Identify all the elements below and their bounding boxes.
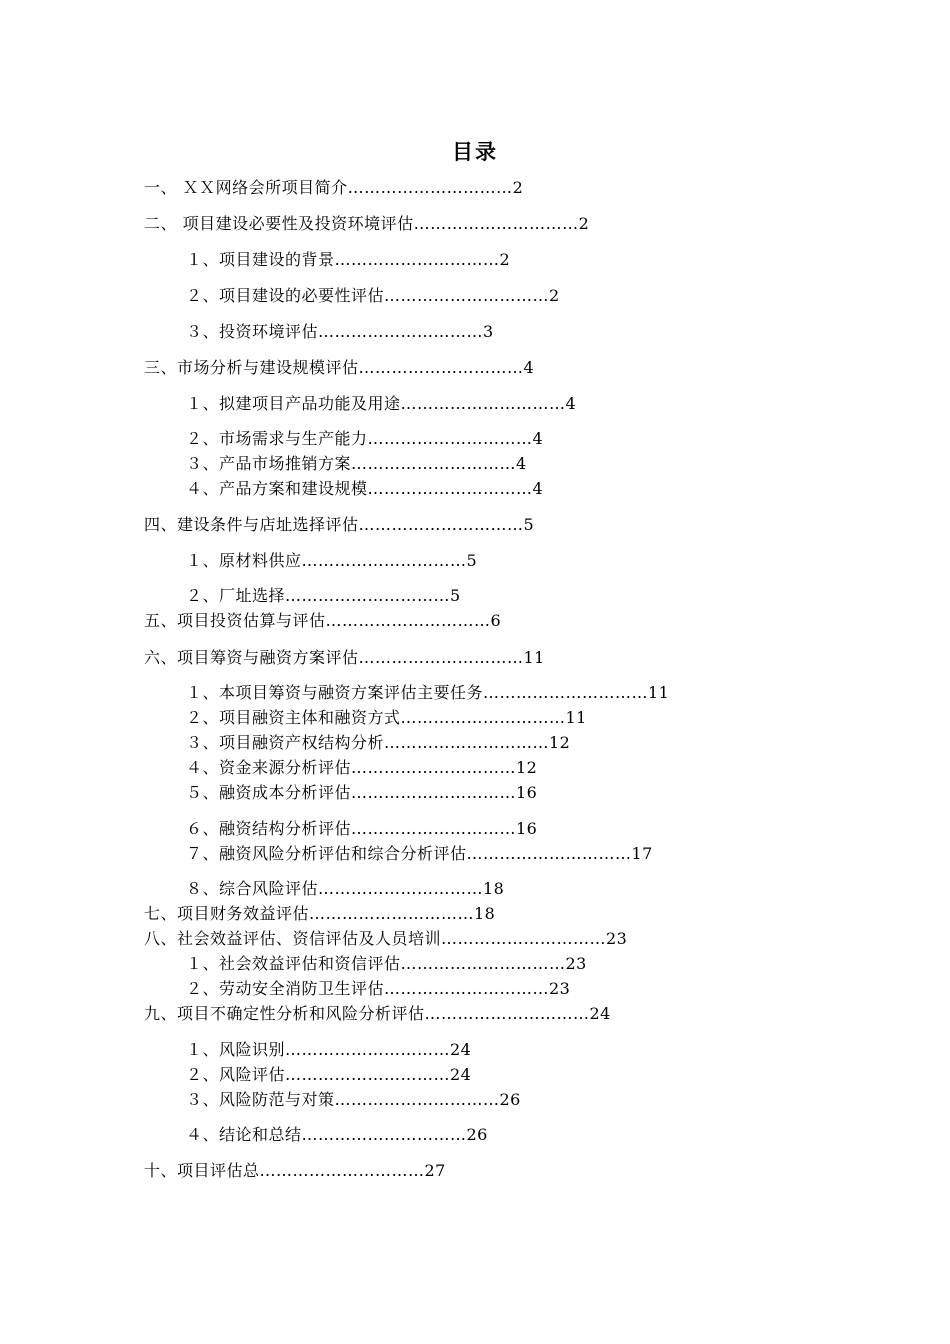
- toc-entry-text: １、社会效益评估和资信评估…………………………23: [186, 954, 587, 973]
- toc-entry[interactable]: [186, 1125, 488, 1145]
- toc-entry-text: 六、项目筹资与融资方案评估…………………………11: [144, 648, 545, 667]
- toc-entry[interactable]: [186, 1090, 521, 1110]
- toc-entry-text: 八、社会效益评估、资信评估及人员培训…………………………23: [144, 929, 628, 948]
- toc-entry-text: ３、产品市场推销方案…………………………4: [186, 454, 527, 473]
- page-title: 目录: [452, 140, 498, 164]
- toc-entry-text: １、项目建设的背景…………………………2: [186, 250, 511, 269]
- toc-entry-text: ４、产品方案和建设规模…………………………4: [186, 479, 544, 498]
- toc-entry-text: ２、风险评估…………………………24: [186, 1065, 472, 1084]
- toc-entry[interactable]: [144, 1161, 446, 1181]
- toc-entry[interactable]: [144, 358, 534, 378]
- toc-entry[interactable]: [186, 783, 537, 803]
- toc-entry[interactable]: [186, 429, 543, 449]
- toc-entry[interactable]: [186, 683, 669, 703]
- toc-entry-text: ４、结论和总结…………………………26: [186, 1125, 488, 1144]
- toc-entry[interactable]: [186, 954, 587, 974]
- toc-entry[interactable]: [186, 394, 576, 414]
- toc-entry[interactable]: [144, 214, 589, 234]
- toc-entry-text: ２、厂址选择…………………………5: [186, 586, 461, 605]
- toc-entry-text: ７、融资风险分析评估和综合分析评估…………………………17: [186, 844, 653, 863]
- toc-entry-text: 一、 ＸＸ网络会所项目简介…………………………2: [144, 178, 524, 197]
- toc-entry-text: 五、项目投资估算与评估…………………………6: [144, 611, 502, 630]
- toc-entry[interactable]: [144, 515, 534, 535]
- toc-entry[interactable]: [186, 758, 537, 778]
- toc-entry[interactable]: [144, 611, 501, 631]
- toc-entry[interactable]: [144, 929, 627, 949]
- toc-entry[interactable]: [144, 178, 523, 198]
- toc-entry-text: 三、市场分析与建设规模评估…………………………4: [144, 358, 535, 377]
- toc-entry-text: ５、融资成本分析评估…………………………16: [186, 783, 538, 802]
- toc-entry-text: ８、综合风险评估…………………………18: [186, 879, 505, 898]
- toc-entry[interactable]: [186, 586, 461, 606]
- toc-entry-text: １、拟建项目产品功能及用途…………………………4: [186, 394, 577, 413]
- toc-entry[interactable]: [144, 904, 495, 924]
- toc-entry-text: ２、市场需求与生产能力…………………………4: [186, 429, 544, 448]
- toc-entry[interactable]: [186, 844, 653, 864]
- toc-entry-text: ６、融资结构分析评估…………………………16: [186, 819, 538, 838]
- toc-entry-text: 十、项目评估总…………………………27: [144, 1161, 446, 1180]
- toc-entry[interactable]: [144, 1004, 611, 1024]
- toc-entry[interactable]: [186, 1065, 471, 1085]
- toc-entry-text: １、本项目筹资与融资方案评估主要任务…………………………11: [186, 683, 670, 702]
- toc-entry-text: ３、项目融资产权结构分析…………………………12: [186, 733, 571, 752]
- toc-entry-text: １、原材料供应…………………………5: [186, 551, 478, 570]
- toc-entry-text: 二、 项目建设必要性及投资环境评估…………………………2: [144, 214, 590, 233]
- toc-entry-text: １、风险识别…………………………24: [186, 1040, 472, 1059]
- toc-entry-text: 七、项目财务效益评估…………………………18: [144, 904, 496, 923]
- toc-entry[interactable]: [144, 648, 545, 668]
- toc-entry[interactable]: [186, 733, 570, 753]
- toc-entry-text: ４、资金来源分析评估…………………………12: [186, 758, 538, 777]
- toc-entry[interactable]: [186, 1040, 471, 1060]
- toc-entry-text: ３、投资环境评估…………………………3: [186, 322, 494, 341]
- toc-entry-text: ２、项目建设的必要性评估…………………………2: [186, 286, 560, 305]
- toc-entry[interactable]: [186, 479, 543, 499]
- toc-entry[interactable]: [186, 819, 537, 839]
- toc-entry-text: ３、风险防范与对策…………………………26: [186, 1090, 521, 1109]
- toc-entry[interactable]: [186, 708, 587, 728]
- toc-entry[interactable]: [186, 454, 527, 474]
- toc-entry[interactable]: [186, 879, 504, 899]
- toc-entry-text: 九、项目不确定性分析和风险分析评估…………………………24: [144, 1004, 611, 1023]
- toc-entry[interactable]: [186, 286, 560, 306]
- toc-entry[interactable]: [186, 551, 477, 571]
- toc-entry[interactable]: [186, 979, 570, 999]
- toc-entry[interactable]: [186, 322, 494, 342]
- toc-entry-text: ２、劳动安全消防卫生评估…………………………23: [186, 979, 571, 998]
- toc-entry-text: ２、项目融资主体和融资方式…………………………11: [186, 708, 587, 727]
- toc-entry[interactable]: [186, 250, 510, 270]
- toc-entry-text: 四、建设条件与店址选择评估…………………………5: [144, 515, 535, 534]
